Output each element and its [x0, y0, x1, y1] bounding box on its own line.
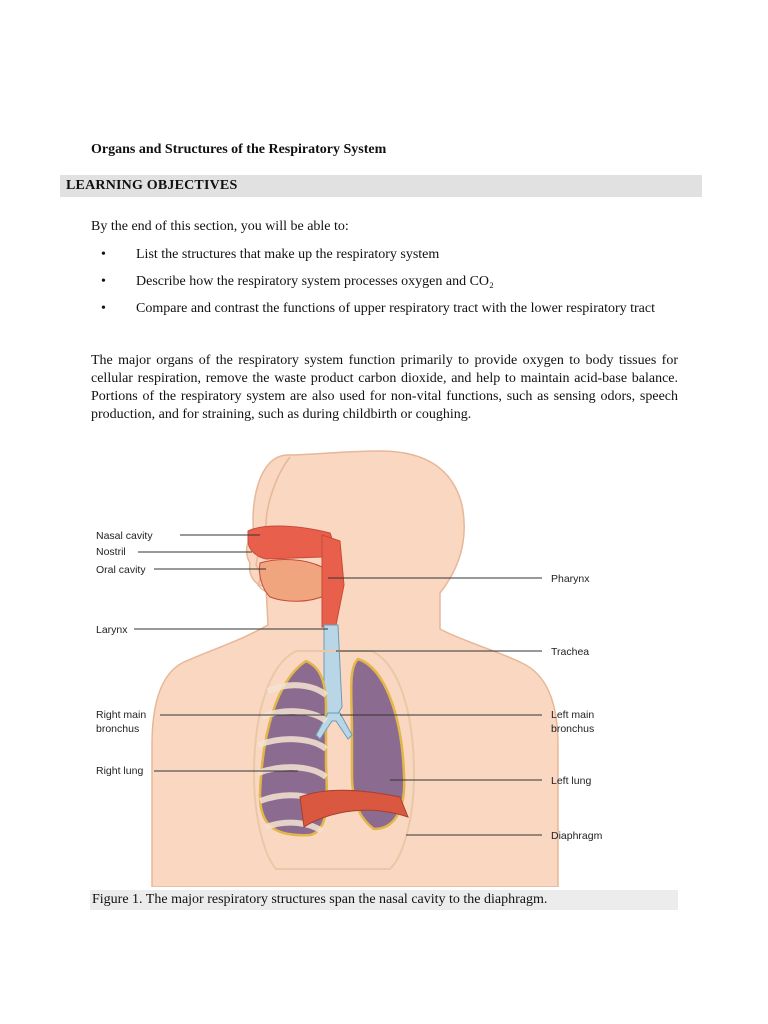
- label-right-main-bronchus-line1: Right main: [96, 709, 147, 721]
- objective-text: Describe how the respiratory system processes oxygen and CO₂: [136, 274, 494, 289]
- label-trachea: Trachea: [551, 646, 590, 658]
- label-larynx: Larynx: [96, 624, 128, 636]
- label-right-lung: Right lung: [96, 765, 144, 777]
- objective-item: [91, 273, 679, 291]
- objective-text: List the structures that make up the respiratory system: [136, 247, 440, 262]
- bullet-icon: •: [101, 247, 106, 262]
- label-nostril: Nostril: [96, 546, 126, 558]
- label-left-lung: Left lung: [551, 775, 592, 787]
- figure-caption: Figure 1. The major respiratory structures span the nasal cavity to the diaphragm.: [92, 892, 548, 907]
- label-diaphragm: Diaphragm: [551, 830, 603, 842]
- figure-caption-bar: [90, 890, 678, 910]
- objective-item: [91, 246, 679, 264]
- objectives-list: [91, 246, 679, 327]
- nasal-cavity-shape: [248, 526, 332, 559]
- learning-objectives-banner: [60, 175, 702, 197]
- body-paragraph: The major organs of the respiratory system function primarily to provide oxygen to body tissues for cellular respiration, remove the waste product carbon dioxide, and help to maintain acid-base balance. Portions of the respiratory system are also used for non-vital functions, such as sensing odors, speech production, and for straining, such as during childbirth or coughing.: [91, 353, 678, 422]
- objective-item: [91, 300, 679, 318]
- label-left-main-bronchus-line1: Left main: [551, 709, 595, 721]
- oral-cavity-shape: [259, 560, 326, 602]
- label-pharynx: Pharynx: [551, 573, 590, 585]
- learning-objectives-heading: LEARNING OBJECTIVES: [66, 178, 238, 193]
- label-right-main-bronchus-line2: bronchus: [96, 723, 140, 735]
- label-nasal-cavity: Nasal cavity: [96, 530, 153, 542]
- document-title: Organs and Structures of the Respiratory System: [91, 142, 387, 157]
- label-left-main-bronchus-line2: bronchus: [551, 723, 595, 735]
- label-oral-cavity: Oral cavity: [96, 564, 146, 576]
- objectives-intro: By the end of this section, you will be able to:: [91, 219, 349, 234]
- respiratory-system-figure: [90, 445, 678, 887]
- respiratory-diagram: [90, 445, 678, 887]
- bullet-icon: •: [101, 301, 106, 316]
- objective-text: Compare and contrast the functions of upper respiratory tract with the lower respiratory tract: [136, 301, 655, 316]
- bullet-icon: •: [101, 274, 106, 289]
